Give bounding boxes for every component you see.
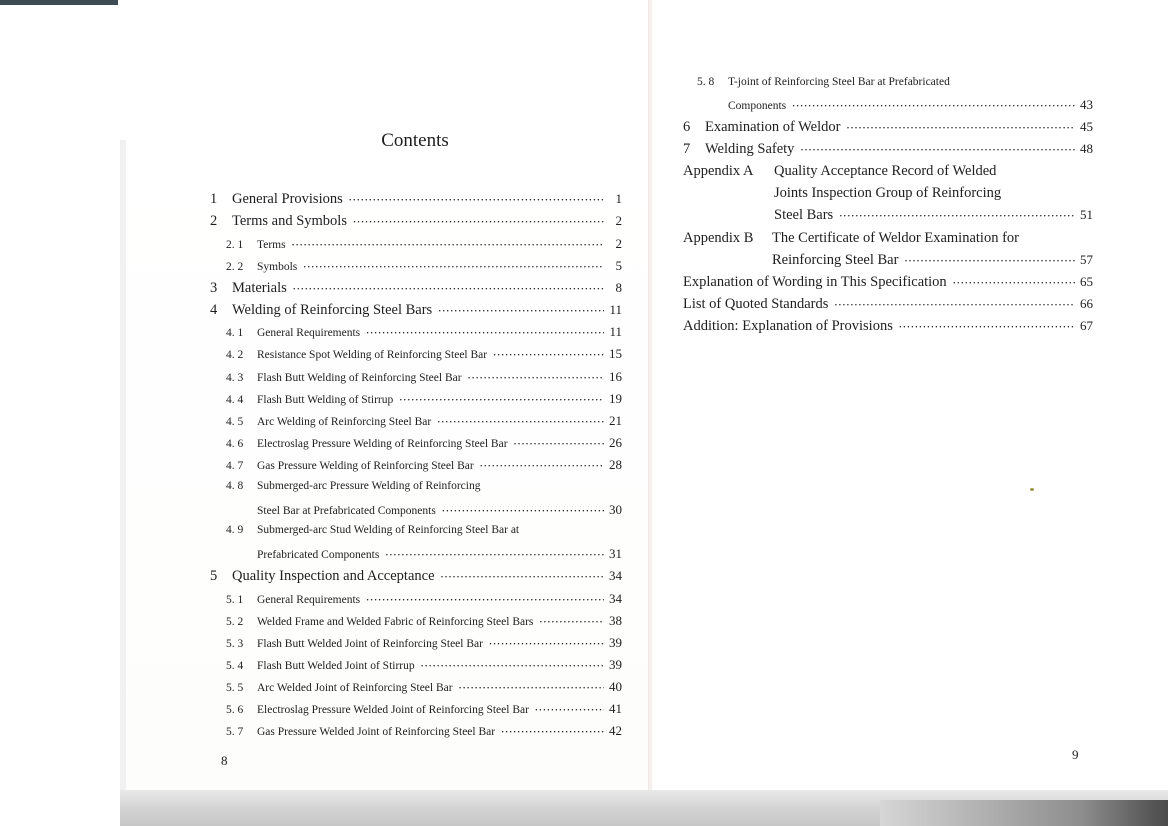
toc-title: Addition: Explanation of Provisions	[683, 318, 893, 334]
toc-leader	[421, 661, 604, 671]
toc-page: 11	[609, 302, 622, 317]
toc-entry[interactable]	[210, 213, 622, 230]
toc-leader	[904, 256, 1075, 266]
toc-leader	[293, 284, 604, 294]
toc-number: 7	[683, 141, 691, 157]
toc-leader	[459, 683, 604, 693]
toc-page: 15	[609, 346, 622, 361]
toc-entry-appendix-a[interactable]	[774, 163, 1093, 180]
toc-title: Steel Bars	[774, 207, 834, 223]
toc-page: 65	[1080, 274, 1093, 289]
toc-number: 5. 7	[226, 726, 244, 738]
toc-page: 66	[1080, 296, 1093, 311]
toc-leader	[442, 506, 604, 516]
toc-title: Materials	[232, 280, 287, 296]
toc-entry[interactable]	[210, 568, 622, 585]
toc-leader	[441, 572, 604, 582]
toc-entry[interactable]	[226, 480, 622, 492]
toc-entry[interactable]	[210, 302, 622, 319]
toc-leader	[493, 350, 604, 360]
toc-title: Flash Butt Welded Joint of Reinforcing Steel Bar	[257, 638, 483, 650]
toc-title: Quality Inspection and Acceptance	[232, 568, 435, 584]
toc-title: Flash Butt Welding of Stirrup	[257, 394, 394, 406]
toc-leader	[399, 395, 604, 405]
toc-page: 42	[609, 723, 622, 738]
toc-page: 34	[609, 591, 622, 606]
toc-entry-appendix-b[interactable]	[772, 230, 1093, 247]
toc-entry[interactable]	[226, 324, 622, 340]
toc-page: 8	[615, 280, 622, 295]
toc-title: Prefabricated Components	[257, 549, 380, 561]
toc-entry[interactable]	[226, 657, 622, 673]
toc-title: Flash Butt Welding of Reinforcing Steel Bar	[257, 372, 462, 384]
toc-title: Welding of Reinforcing Steel Bars	[232, 302, 433, 318]
toc-title: Resistance Spot Welding of Reinforcing Steel Bar	[257, 349, 488, 361]
page-number-left: 8	[221, 753, 228, 768]
toc-entry[interactable]	[683, 274, 1093, 291]
toc-entry[interactable]	[210, 191, 622, 208]
toc-leader	[489, 639, 604, 649]
toc-entry[interactable]	[226, 413, 622, 429]
toc-number: 5. 1	[226, 594, 244, 606]
toc-title: Steel Bar at Prefabricated Components	[257, 505, 436, 517]
toc-entry-appendix-a[interactable]	[774, 185, 1093, 202]
contents-heading: Contents	[381, 130, 449, 151]
toc-title: General Requirements	[257, 594, 361, 606]
appendix-a-label: Appendix A	[683, 163, 754, 179]
paper-speck	[1030, 488, 1034, 491]
toc-page: 43	[1080, 97, 1093, 112]
toc-page: 45	[1080, 119, 1093, 134]
appendix-b-label: Appendix B	[683, 230, 754, 246]
toc-number: 5. 3	[226, 638, 244, 650]
toc-leader	[501, 727, 604, 737]
toc-number: 4	[210, 302, 218, 318]
toc-leader	[792, 101, 1075, 111]
toc-title: T-joint of Reinforcing Steel Bar at Prefabricated	[728, 76, 950, 88]
toc-title: Reinforcing Steel Bar	[772, 252, 899, 268]
toc-title: Quality Acceptance Record of Welded	[774, 163, 997, 179]
toc-number: 4. 6	[226, 438, 244, 450]
toc-entry[interactable]	[683, 141, 1093, 158]
toc-entry[interactable]	[226, 723, 622, 739]
toc-page: 11	[609, 324, 622, 339]
toc-page: 16	[609, 369, 622, 384]
toc-entry[interactable]	[226, 391, 622, 407]
toc-title: Welding Safety	[705, 141, 795, 157]
toc-number: 4. 5	[226, 416, 244, 428]
toc-page: 2	[615, 236, 622, 251]
toc-leader	[800, 145, 1075, 155]
toc-page: 31	[609, 546, 622, 561]
toc-entry[interactable]	[226, 701, 622, 717]
toc-page: 30	[609, 502, 622, 517]
toc-title: Examination of Weldor	[705, 119, 841, 135]
left-page-top	[120, 0, 648, 140]
toc-entry[interactable]	[226, 679, 622, 695]
toc-number: 4. 2	[226, 349, 244, 361]
toc-entry[interactable]	[683, 296, 1093, 313]
toc-title: List of Quoted Standards	[683, 296, 829, 312]
toc-entry[interactable]	[683, 119, 1093, 136]
toc-title: Components	[728, 100, 787, 112]
toc-entry[interactable]	[226, 258, 622, 274]
toc-title: Gas Pressure Welded Joint of Reinforcing Steel Bar	[257, 726, 496, 738]
toc-leader	[385, 550, 604, 560]
toc-page: 48	[1080, 141, 1093, 156]
toc-entry[interactable]	[226, 524, 622, 536]
toc-number: 5. 5	[226, 682, 244, 694]
toc-title: Submerged-arc Stud Welding of Reinforcing Steel Bar at	[257, 524, 520, 536]
toc-title: Arc Welded Joint of Reinforcing Steel Bar	[257, 682, 453, 694]
toc-title: Electroslag Pressure Welded Joint of Reinforcing Steel Bar	[257, 704, 529, 716]
toc-leader	[303, 262, 604, 272]
toc-page: 40	[609, 679, 622, 694]
toc-number: 4. 4	[226, 394, 244, 406]
toc-entry[interactable]	[226, 346, 622, 362]
book-gutter	[648, 0, 652, 795]
toc-leader	[834, 300, 1075, 310]
toc-title: Arc Welding of Reinforcing Steel Bar	[257, 416, 432, 428]
toc-title: Joints Inspection Group of Reinforcing	[774, 185, 1002, 201]
toc-number: 4. 3	[226, 372, 244, 384]
toc-page: 41	[609, 701, 622, 716]
toc-page: 57	[1080, 252, 1093, 267]
toc-number: 2	[210, 213, 218, 229]
toc-number: 6	[683, 119, 691, 135]
toc-page: 39	[609, 657, 622, 672]
toc-leader	[349, 195, 604, 205]
toc-number: 2. 1	[226, 239, 244, 251]
toc-leader	[899, 322, 1075, 332]
scan-bottom-shadow-right	[880, 800, 1168, 826]
toc-page: 67	[1080, 318, 1093, 333]
toc-number: 1	[210, 191, 218, 207]
toc-leader	[438, 306, 604, 316]
toc-page: 21	[609, 413, 622, 428]
toc-page: 19	[609, 391, 622, 406]
toc-entry[interactable]	[226, 502, 622, 518]
toc-leader	[366, 595, 604, 605]
toc-number: 5. 2	[226, 616, 244, 628]
toc-leader	[437, 417, 604, 427]
toc-number: 5. 4	[226, 660, 244, 672]
toc-number: 3	[210, 280, 218, 296]
toc-number: 5	[210, 568, 218, 584]
toc-entry[interactable]	[226, 546, 622, 562]
toc-leader	[539, 617, 604, 627]
toc-leader	[839, 211, 1075, 221]
toc-entry[interactable]	[697, 76, 1093, 88]
toc-entry[interactable]	[226, 236, 622, 252]
toc-title: The Certificate of Weldor Examination for	[772, 230, 1019, 246]
toc-page: 1	[615, 191, 622, 206]
toc-entry[interactable]	[226, 635, 622, 651]
toc-number: 4. 9	[226, 524, 244, 536]
toc-leader	[353, 217, 604, 227]
toc-leader	[514, 439, 604, 449]
toc-page: 26	[609, 435, 622, 450]
toc-page: 2	[615, 213, 622, 228]
toc-page: 5	[615, 258, 622, 273]
toc-entry[interactable]	[683, 318, 1093, 335]
toc-title: Flash Butt Welded Joint of Stirrup	[257, 660, 415, 672]
toc-page: 39	[609, 635, 622, 650]
toc-entry-appendix-b[interactable]	[772, 252, 1093, 269]
toc-number: 5. 6	[226, 704, 244, 716]
toc-leader	[535, 705, 604, 715]
toc-number: 5. 8	[697, 76, 715, 88]
toc-leader	[480, 461, 604, 471]
toc-page: 51	[1080, 207, 1093, 222]
toc-title: Symbols	[257, 261, 298, 273]
toc-page: 34	[609, 568, 622, 583]
toc-title: Terms	[257, 239, 286, 251]
toc-entry[interactable]	[226, 457, 622, 473]
scan-corner-mark	[0, 0, 118, 5]
toc-entry[interactable]	[210, 280, 622, 297]
toc-title: General Provisions	[232, 191, 343, 207]
toc-leader	[292, 240, 604, 250]
toc-number: 4. 8	[226, 480, 244, 492]
toc-title: Welded Frame and Welded Fabric of Reinforcing Steel Bars	[257, 616, 534, 628]
toc-leader	[468, 373, 604, 383]
toc-entry[interactable]	[226, 435, 622, 451]
toc-page: 28	[609, 457, 622, 472]
toc-number: 2. 2	[226, 261, 244, 273]
toc-entry[interactable]	[226, 613, 622, 629]
toc-title: Explanation of Wording in This Specification	[683, 274, 947, 290]
toc-number: 4. 1	[226, 327, 244, 339]
toc-title: Gas Pressure Welding of Reinforcing Steel Bar	[257, 460, 474, 472]
toc-title: Electroslag Pressure Welding of Reinforcing Steel Bar	[257, 438, 508, 450]
toc-leader	[366, 328, 604, 338]
toc-leader	[953, 278, 1075, 288]
toc-entry[interactable]	[226, 591, 622, 607]
toc-title: Submerged-arc Pressure Welding of Reinforcing	[257, 480, 481, 492]
toc-entry[interactable]	[226, 369, 622, 385]
toc-entry[interactable]	[697, 97, 1093, 113]
page-number-right: 9	[1072, 747, 1079, 762]
toc-title: General Requirements	[257, 327, 361, 339]
toc-entry-appendix-a[interactable]	[774, 207, 1093, 224]
toc-leader	[846, 123, 1075, 133]
toc-number: 4. 7	[226, 460, 244, 472]
left-page-edge	[120, 140, 126, 800]
toc-page: 38	[609, 613, 622, 628]
toc-title: Terms and Symbols	[232, 213, 347, 229]
